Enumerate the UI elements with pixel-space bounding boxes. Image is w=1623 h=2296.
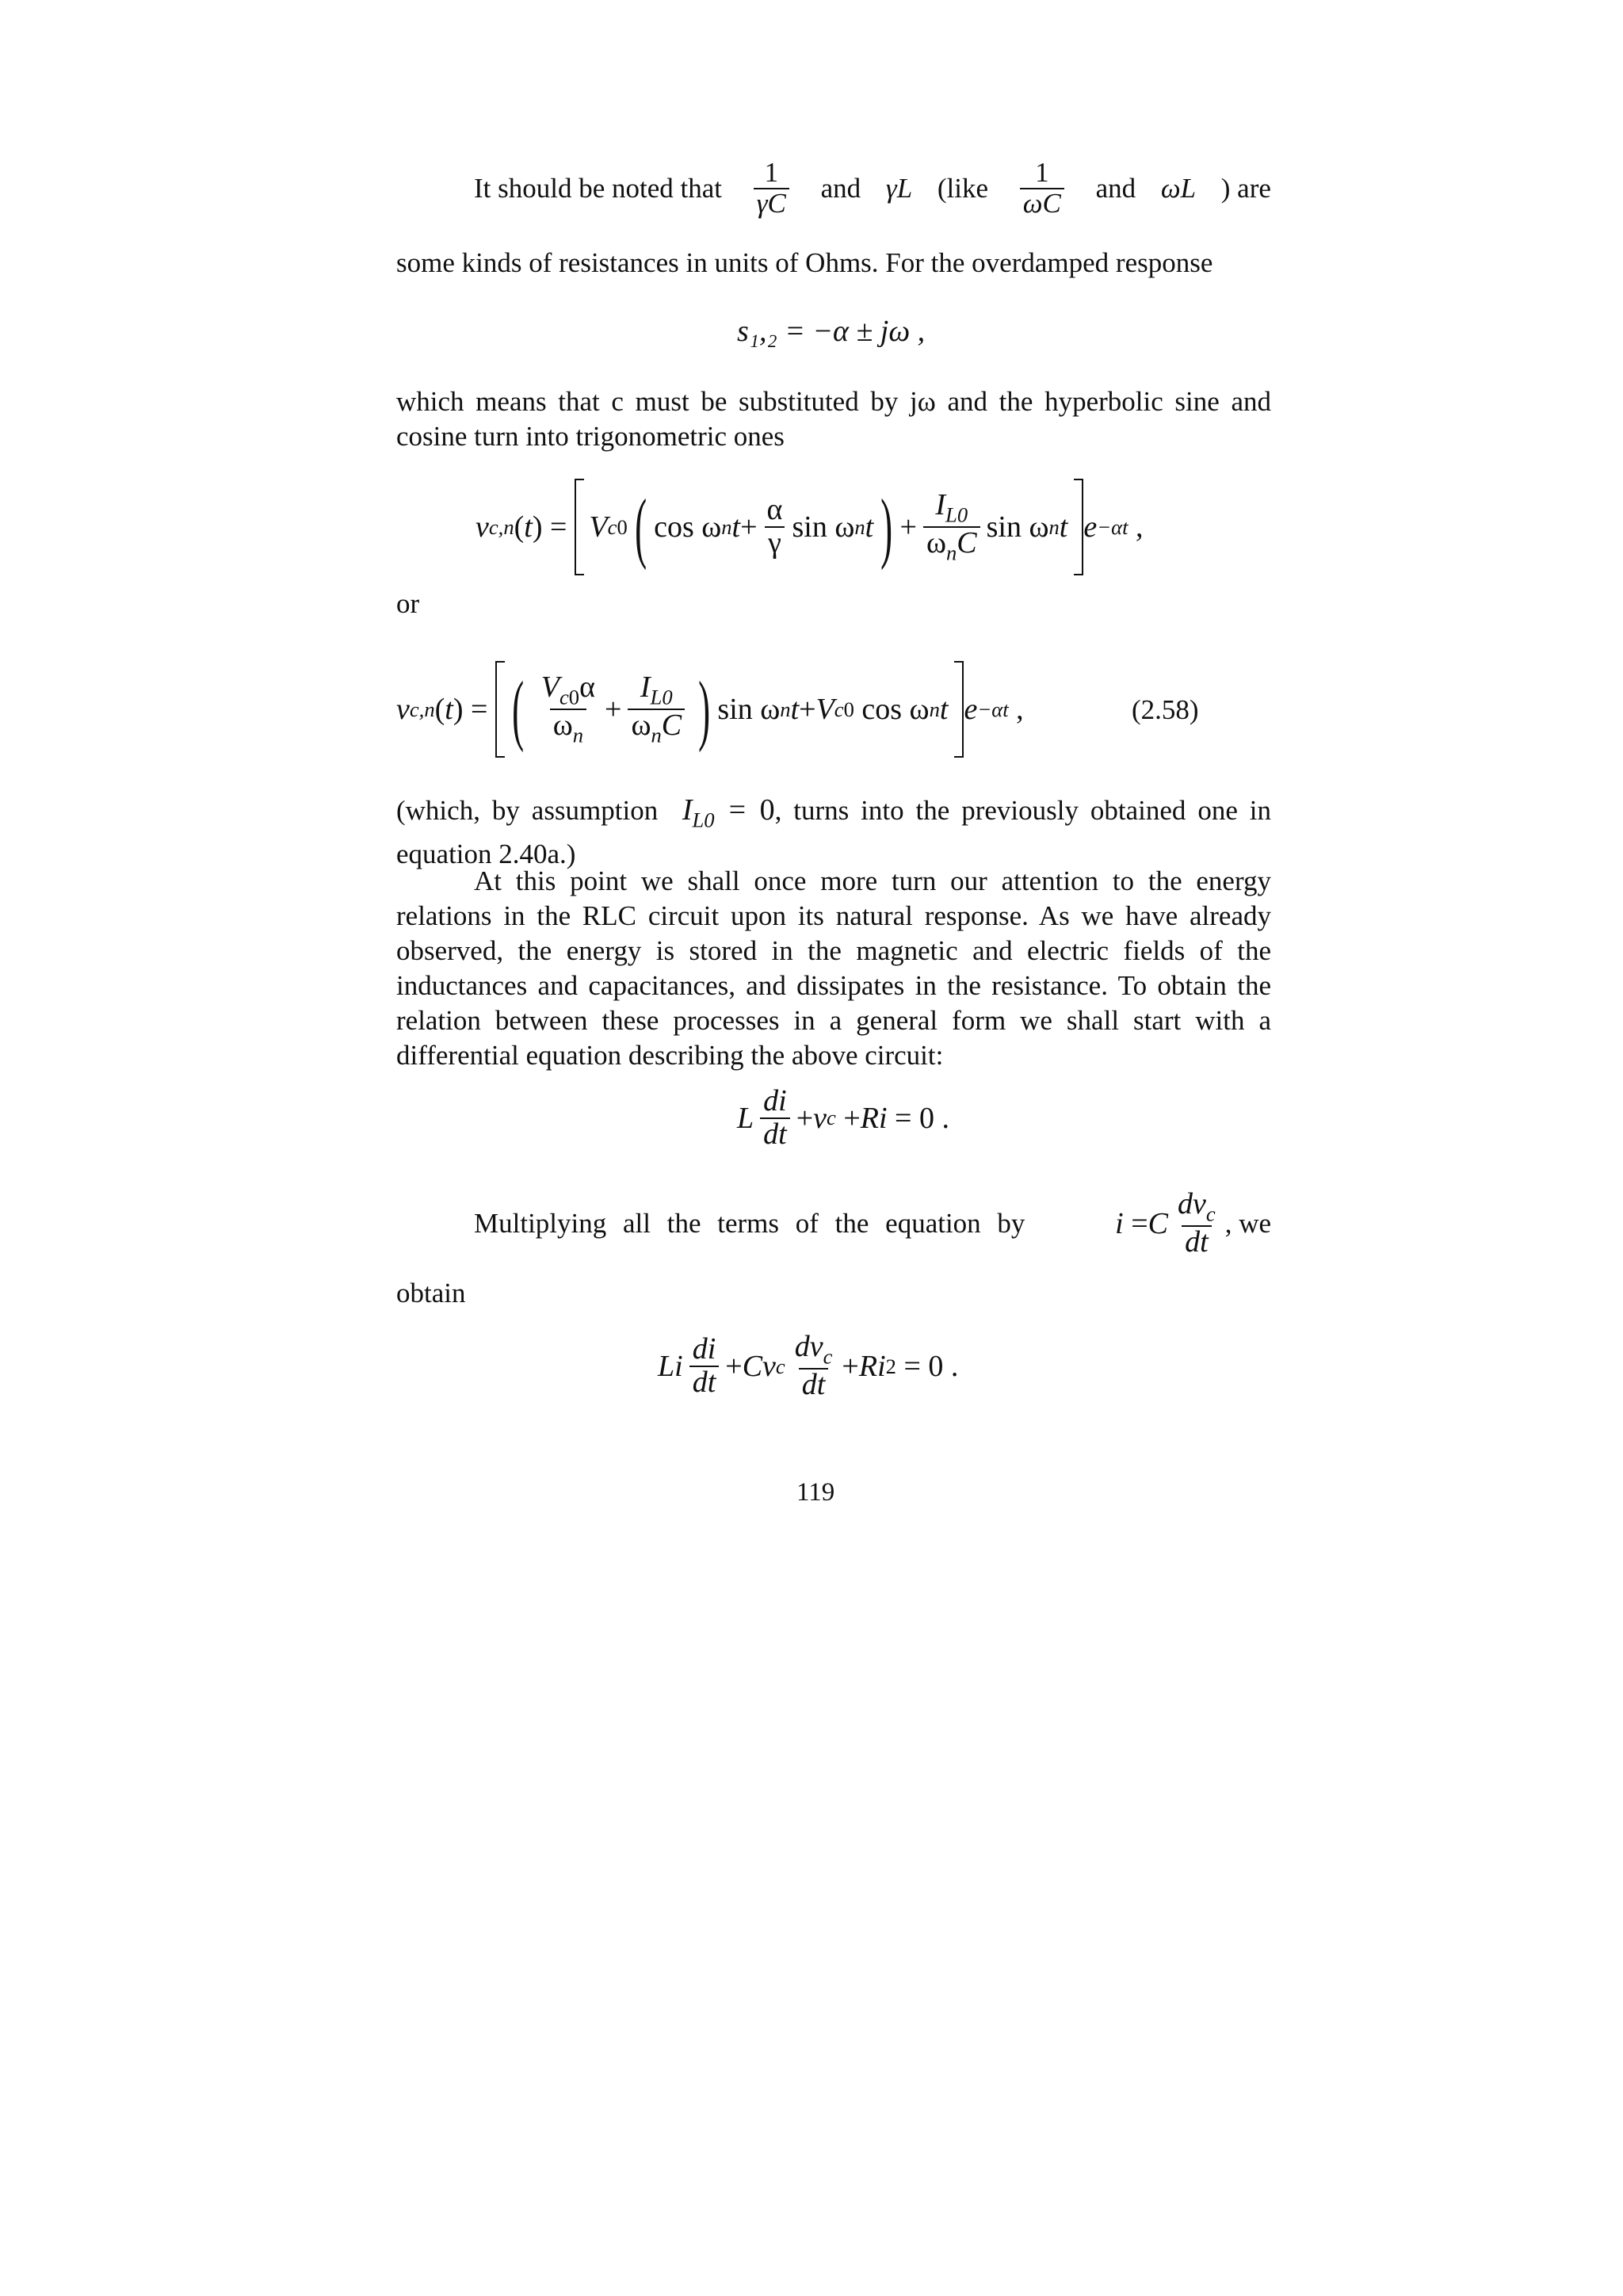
inline-i-equals: i = C $\frac{dv_c}{dt}$ <box>1115 1187 1216 1259</box>
equation-s12: s₁,₂ = −α ± jω , <box>737 315 926 348</box>
intro-rest: some kinds of resistances in units of Ohms. For the overdamped response <box>396 247 1213 278</box>
para-which-block <box>396 384 1271 454</box>
equation-differential: L $\frac{di}{dt}$ + v c + Ri = 0 . <box>737 1084 949 1151</box>
intro-lead: It should be noted that <box>474 172 723 204</box>
fraction-one-over-gammaC: $\frac{1}{\gamma C}$ <box>754 159 789 219</box>
para-assumption <box>396 793 1271 872</box>
or-block <box>396 586 1271 621</box>
word-we: , we <box>1224 1208 1271 1240</box>
intro-and-2: and <box>1095 172 1136 204</box>
equation-label: (2.58) <box>1132 694 1199 725</box>
intro-continuation <box>396 246 1271 281</box>
inline-IL0: $I_{L0} = 0$ <box>670 793 775 832</box>
energy-block <box>396 864 1271 1073</box>
intro-line <box>396 159 1271 219</box>
page-number: 119 <box>796 1478 835 1507</box>
omega-L: ωL <box>1160 172 1197 204</box>
intro-like: (like <box>937 172 989 204</box>
assumption-block <box>396 793 1271 872</box>
word-or: or <box>396 588 420 619</box>
equation-energy: Li $\frac{di}{dt}$ + Cv c $\frac{dv_c}{dt}$ + Ri 2 = 0 . <box>658 1330 959 1402</box>
gamma-L: γL <box>885 172 913 204</box>
assumption-a: (which, by assumption <box>396 795 659 826</box>
intro-and-1: and <box>820 172 861 204</box>
equation-2-58: v c,n ( t ) = ( $\frac{V_{c0}\alpha}{\omega_n}$ + $\frac{I_{L0}}{\omega_nC}$ ) sin ω n t + V c 0 cos ω n t e −αt , <box>396 658 1024 761</box>
para-energy: At this point we shall once more turn our attention to the energy relations in the RLC circuit upon its natural response. As we have already observed, the energy is stored in the magnetic and electric fields of the inductances and capacitances, and dissipates in the resistance. To obtain the relation between these processes in a general form we shall start with a differential equation describing the above circuit: <box>396 865 1271 1071</box>
assumption-b: , turns into the previously obtained one in equation 2.40a.) <box>396 795 1271 870</box>
word-obtain: obtain <box>396 1278 466 1308</box>
multiply-line <box>396 1189 1271 1259</box>
para-which: which means that c must be substituted by jω and the hyperbolic sine and cosine turn into trigonometric ones <box>396 386 1271 452</box>
fraction-one-over-omegaC: $\frac{1}{\omega C}$ <box>1020 159 1064 219</box>
obtain-block <box>396 1276 1271 1311</box>
equation-vcn-1: v c,n ( t ) = V c 0 ( cos ω n t + $\frac{\alpha}{\gamma}$ sin ω n t ) + $\frac{I_{L0}}{\omega_nC}$ sin ω n t e −αt , <box>475 476 1144 579</box>
intro-are: ) are <box>1220 172 1271 204</box>
para-multiply: Multiplying all the terms of the equation by <box>474 1208 1025 1240</box>
